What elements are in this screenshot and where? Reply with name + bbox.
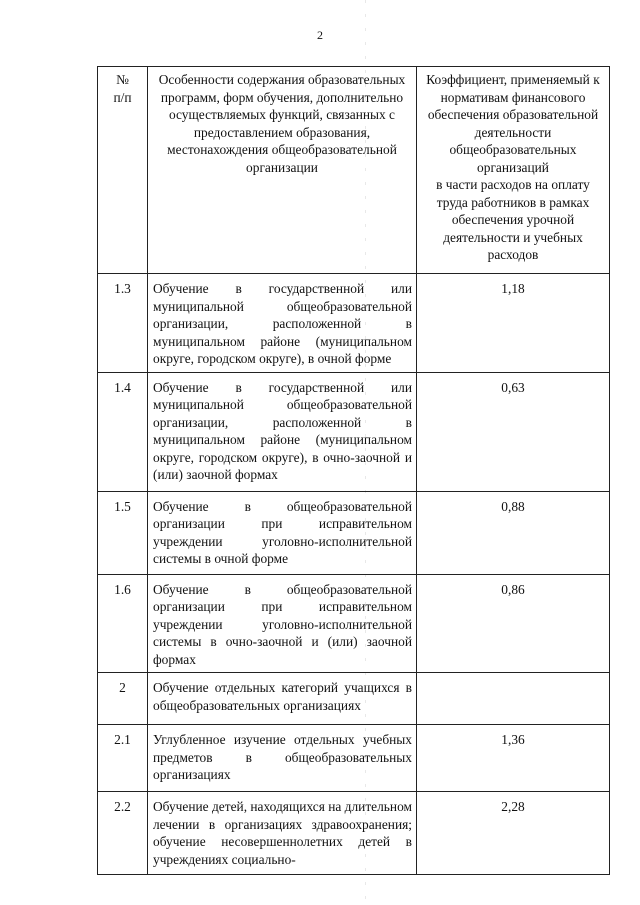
table-row xyxy=(98,792,610,875)
coefficient-table xyxy=(97,66,610,875)
row-description: Обучение в государственной или муниципальной общеобразовательной организации, расположенной в муниципальном районе (муниципальном округе, городском округе), в очной форме xyxy=(148,274,417,373)
header-coefficient-label: Коэффициент, применяемый к нормативам финансового обеспечения образовательной деятельности общеобразовательных организаций в части расходов на оплату труда работников в рамках обеспечения урочной деятельности и учебных расходов xyxy=(426,72,600,262)
header-description-label: Особенности содержания образовательных программ, форм обучения, дополнительно осуществляемых функций, связанных с предоставлением образования, местонахождения общеобразовательной организации xyxy=(158,72,406,175)
row-number: 1.5 xyxy=(98,491,148,574)
header-number-label: № п/п xyxy=(113,72,132,105)
row-coefficient: 0,63 xyxy=(417,372,610,491)
row-description: Обучение в государственной или муниципальной общеобразовательной организации, расположенной в муниципальном районе (муниципальном округе, городском округе), в очно-заочной и (или) заочной формах xyxy=(148,372,417,491)
row-number: 1.6 xyxy=(98,574,148,673)
header-coefficient-cell xyxy=(417,67,610,274)
row-description: Обучение в общеобразовательной организации при исправительном учреждении уголовно-исполнительной системы в очной форме xyxy=(148,491,417,574)
row-description: Обучение детей, находящихся на длительном лечении в организациях здравоохранения; обучение несовершеннолетних детей в учреждениях социально- xyxy=(148,792,417,875)
header-description-cell xyxy=(148,67,417,274)
row-coefficient: 0,86 xyxy=(417,574,610,673)
table-row xyxy=(98,274,610,373)
row-number: 2.2 xyxy=(98,792,148,875)
table-header-row xyxy=(98,67,610,274)
row-coefficient xyxy=(417,673,610,725)
row-number: 2 xyxy=(98,673,148,725)
row-number: 2.1 xyxy=(98,725,148,792)
row-coefficient: 1,36 xyxy=(417,725,610,792)
row-number: 1.3 xyxy=(98,274,148,373)
table-row xyxy=(98,725,610,792)
table-row xyxy=(98,574,610,673)
row-description: Обучение в общеобразовательной организации при исправительном учреждении уголовно-исполнительной системы в очно-заочной и (или) заочной формах xyxy=(148,574,417,673)
row-number: 1.4 xyxy=(98,372,148,491)
page-number: 2 xyxy=(317,28,323,42)
row-description: Углубленное изучение отдельных учебных предметов в общеобразовательных организациях xyxy=(148,725,417,792)
row-description: Обучение отдельных категорий учащихся в общеобразовательных организациях xyxy=(148,673,417,725)
table-row xyxy=(98,673,610,725)
table-row xyxy=(98,372,610,491)
row-coefficient: 1,18 xyxy=(417,274,610,373)
header-number-cell xyxy=(98,67,148,274)
row-coefficient: 2,28 xyxy=(417,792,610,875)
row-coefficient: 0,88 xyxy=(417,491,610,574)
table-row xyxy=(98,491,610,574)
